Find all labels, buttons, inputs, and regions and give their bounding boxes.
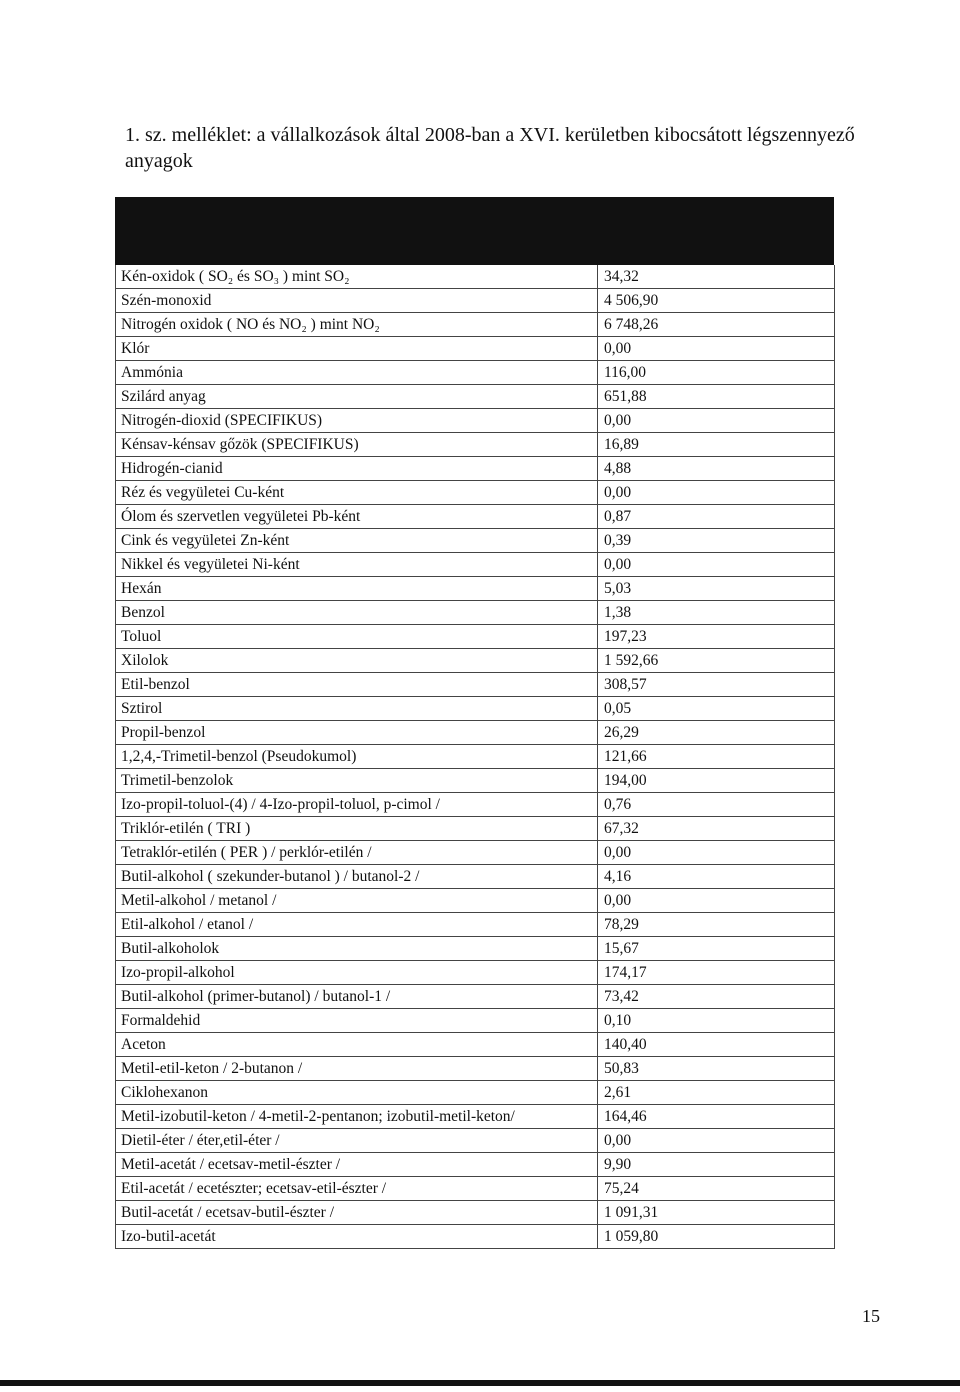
table-row [116, 625, 835, 649]
emission-value-cell: 0,00 [598, 841, 835, 865]
emission-value-cell: 4,16 [598, 865, 835, 889]
emission-value-cell: 1 091,31 [598, 1201, 835, 1225]
emission-value-cell: 0,05 [598, 697, 835, 721]
emission-value-cell: 0,76 [598, 793, 835, 817]
pollutant-name-cell: Metil-acetát / ecetsav-metil-észter / [116, 1153, 598, 1177]
emission-value-cell: 2,61 [598, 1081, 835, 1105]
emission-value-cell: 50,83 [598, 1057, 835, 1081]
pollutant-name-cell: Dietil-éter / éter,etil-éter / [116, 1129, 598, 1153]
emission-value-cell: 0,00 [598, 481, 835, 505]
pollutant-name-cell: Toluol [116, 625, 598, 649]
emission-value-cell: 16,89 [598, 433, 835, 457]
table-row [116, 265, 835, 289]
table-header-blacked-out [115, 197, 834, 265]
emission-value-cell: 1,38 [598, 601, 835, 625]
pollutant-name-cell: Hidrogén-cianid [116, 457, 598, 481]
pollutant-name-cell: Formaldehid [116, 1009, 598, 1033]
emission-value-cell: 1 592,66 [598, 649, 835, 673]
pollutant-name-cell: Butil-alkohol ( szekunder-butanol ) / butanol-2 / [116, 865, 598, 889]
pollutant-name-cell: Metil-alkohol / metanol / [116, 889, 598, 913]
pollutant-name-cell: Cink és vegyületei Zn-ként [116, 529, 598, 553]
table-row [116, 937, 835, 961]
table-row [116, 817, 835, 841]
emission-value-cell: 164,46 [598, 1105, 835, 1129]
table-row [116, 721, 835, 745]
table-row [116, 961, 835, 985]
pollutant-name-cell: Xilolok [116, 649, 598, 673]
table-row [116, 505, 835, 529]
pollutant-name-cell: Ciklohexanon [116, 1081, 598, 1105]
table-row [116, 1225, 835, 1249]
emission-value-cell: 9,90 [598, 1153, 835, 1177]
page-number: 15 [862, 1306, 880, 1326]
emission-value-cell: 0,00 [598, 1129, 835, 1153]
table-row [116, 433, 835, 457]
table-row [116, 865, 835, 889]
emissions-table-container [115, 197, 834, 1249]
emission-value-cell: 75,24 [598, 1177, 835, 1201]
pollutant-name-cell: Nitrogén oxidok ( NO és NO₂ ) mint NO₂ [116, 313, 598, 337]
table-row [116, 913, 835, 937]
pollutant-name-cell: Triklór-etilén ( TRI ) [116, 817, 598, 841]
emission-value-cell: 140,40 [598, 1033, 835, 1057]
emission-value-cell: 4,88 [598, 457, 835, 481]
table-row [116, 409, 835, 433]
pollutant-name-cell: Aceton [116, 1033, 598, 1057]
table-row [116, 385, 835, 409]
emission-value-cell: 34,32 [598, 265, 835, 289]
table-row [116, 889, 835, 913]
table-row [116, 841, 835, 865]
emission-value-cell: 116,00 [598, 361, 835, 385]
emission-value-cell: 194,00 [598, 769, 835, 793]
table-row [116, 553, 835, 577]
emission-value-cell: 174,17 [598, 961, 835, 985]
pollutant-name-cell: Propil-benzol [116, 721, 598, 745]
table-row [116, 1081, 835, 1105]
pollutant-name-cell: Nitrogén-dioxid (SPECIFIKUS) [116, 409, 598, 433]
emission-value-cell: 4 506,90 [598, 289, 835, 313]
pollutant-name-cell: Benzol [116, 601, 598, 625]
pollutant-name-cell: 1,2,4,-Trimetil-benzol (Pseudokumol) [116, 745, 598, 769]
emission-value-cell: 1 059,80 [598, 1225, 835, 1249]
emission-value-cell: 0,00 [598, 337, 835, 361]
table-row [116, 1177, 835, 1201]
pollutant-name-cell: Metil-izobutil-keton / 4-metil-2-pentanon; izobutil-metil-keton/ [116, 1105, 598, 1129]
emission-value-cell: 0,00 [598, 553, 835, 577]
pollutant-name-cell: Sztirol [116, 697, 598, 721]
pollutant-name-cell: Etil-acetát / ecetészter; ecetsav-etil-észter / [116, 1177, 598, 1201]
pollutant-name-cell: Izo-propil-alkohol [116, 961, 598, 985]
table-row [116, 793, 835, 817]
table-row [116, 673, 835, 697]
pollutant-name-cell: Izo-butil-acetát [116, 1225, 598, 1249]
emissions-table [115, 265, 835, 1249]
table-row [116, 1201, 835, 1225]
emission-value-cell: 651,88 [598, 385, 835, 409]
table-row [116, 1033, 835, 1057]
table-row [116, 457, 835, 481]
table-row [116, 313, 835, 337]
table-row [116, 1153, 835, 1177]
emission-value-cell: 5,03 [598, 577, 835, 601]
bottom-rule [0, 1380, 960, 1386]
emission-value-cell: 67,32 [598, 817, 835, 841]
emission-value-cell: 0,10 [598, 1009, 835, 1033]
emissions-table-body [116, 265, 835, 1249]
table-row [116, 361, 835, 385]
pollutant-name-cell: Metil-etil-keton / 2-butanon / [116, 1057, 598, 1081]
emission-value-cell: 26,29 [598, 721, 835, 745]
emission-value-cell: 0,87 [598, 505, 835, 529]
emission-value-cell: 73,42 [598, 985, 835, 1009]
pollutant-name-cell: Etil-alkohol / etanol / [116, 913, 598, 937]
table-row [116, 529, 835, 553]
table-row [116, 337, 835, 361]
pollutant-name-cell: Kén-oxidok ( SO₂ és SO₃ ) mint SO₂ [116, 265, 598, 289]
emission-value-cell: 0,00 [598, 409, 835, 433]
pollutant-name-cell: Etil-benzol [116, 673, 598, 697]
pollutant-name-cell: Réz és vegyületei Cu-ként [116, 481, 598, 505]
table-row [116, 1009, 835, 1033]
page-title: 1. sz. melléklet: a vállalkozások által 2008-ban a XVI. kerületben kibocsátott légszennyező anyagok [125, 124, 855, 172]
table-row [116, 1129, 835, 1153]
table-row [116, 577, 835, 601]
emission-value-cell: 6 748,26 [598, 313, 835, 337]
pollutant-name-cell: Klór [116, 337, 598, 361]
pollutant-name-cell: Szilárd anyag [116, 385, 598, 409]
table-row [116, 1105, 835, 1129]
pollutant-name-cell: Trimetil-benzolok [116, 769, 598, 793]
table-row [116, 1057, 835, 1081]
table-row [116, 697, 835, 721]
table-row [116, 745, 835, 769]
emission-value-cell: 15,67 [598, 937, 835, 961]
table-row [116, 649, 835, 673]
emission-value-cell: 121,66 [598, 745, 835, 769]
table-row [116, 769, 835, 793]
table-row [116, 289, 835, 313]
pollutant-name-cell: Hexán [116, 577, 598, 601]
emission-value-cell: 0,00 [598, 889, 835, 913]
table-row [116, 985, 835, 1009]
pollutant-name-cell: Kénsav-kénsav gőzök (SPECIFIKUS) [116, 433, 598, 457]
table-row [116, 481, 835, 505]
emission-value-cell: 78,29 [598, 913, 835, 937]
pollutant-name-cell: Ammónia [116, 361, 598, 385]
pollutant-name-cell: Butil-alkoholok [116, 937, 598, 961]
emission-value-cell: 197,23 [598, 625, 835, 649]
pollutant-name-cell: Butil-acetát / ecetsav-butil-észter / [116, 1201, 598, 1225]
pollutant-name-cell: Szén-monoxid [116, 289, 598, 313]
emission-value-cell: 0,39 [598, 529, 835, 553]
table-row [116, 601, 835, 625]
pollutant-name-cell: Tetraklór-etilén ( PER ) / perklór-etilén / [116, 841, 598, 865]
pollutant-name-cell: Ólom és szervetlen vegyületei Pb-ként [116, 505, 598, 529]
emission-value-cell: 308,57 [598, 673, 835, 697]
pollutant-name-cell: Izo-propil-toluol-(4) / 4-Izo-propil-toluol, p-cimol / [116, 793, 598, 817]
pollutant-name-cell: Nikkel és vegyületei Ni-ként [116, 553, 598, 577]
pollutant-name-cell: Butil-alkohol (primer-butanol) / butanol-1 / [116, 985, 598, 1009]
